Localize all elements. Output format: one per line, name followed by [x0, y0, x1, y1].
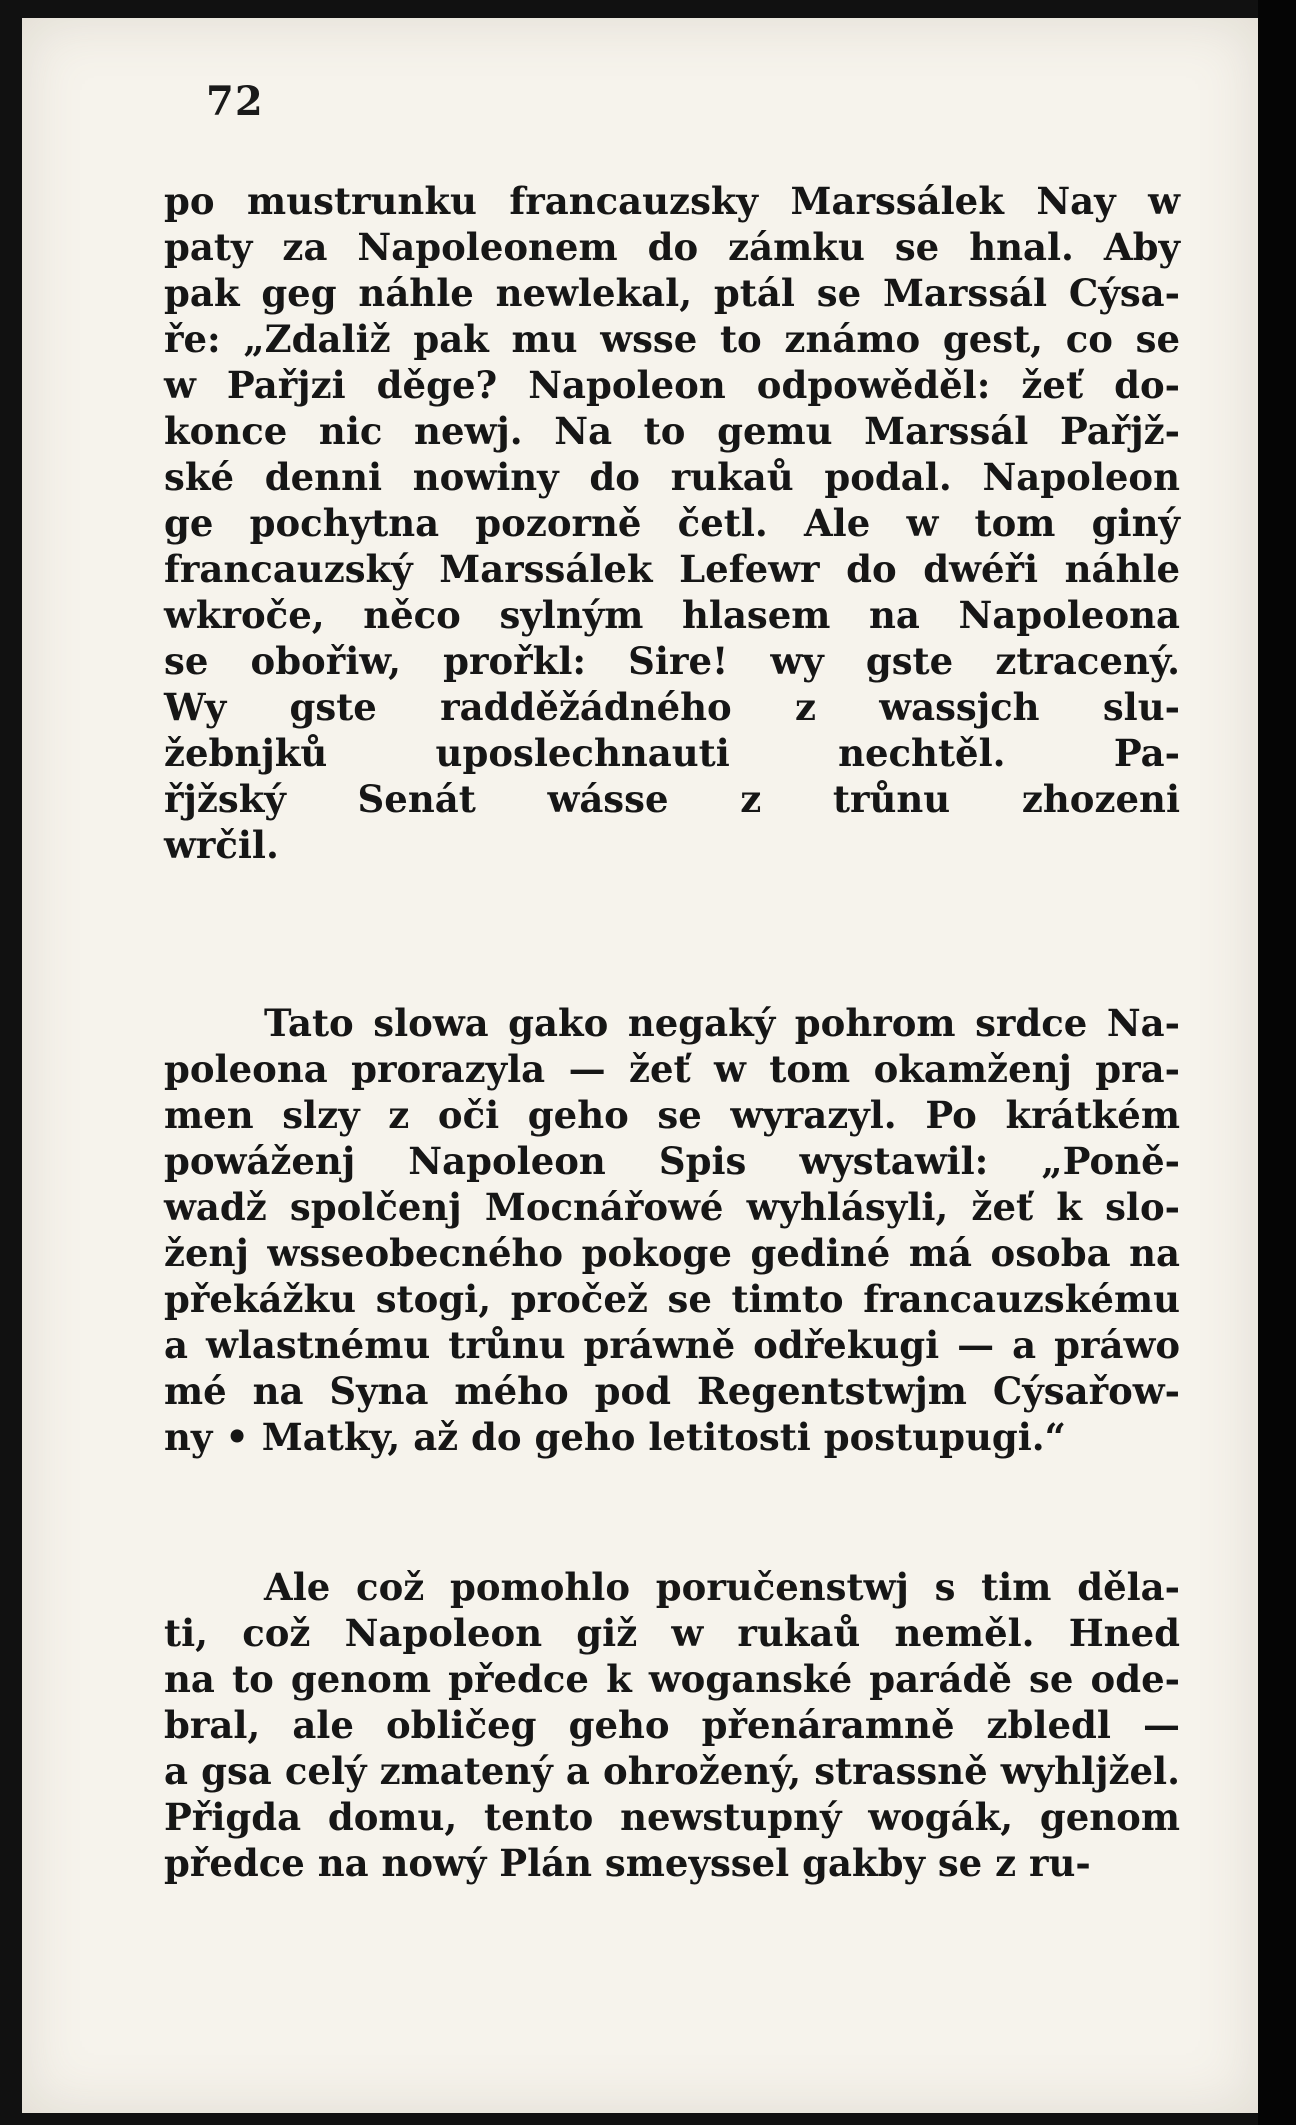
text-line: žebnjků uposlechnauti nechtěl. Pa- [164, 731, 1180, 775]
text-line: ny • Matky, až do geho letitosti postupugi.“ [164, 1415, 1066, 1459]
text-line: wadž spolčenj Mocnářowé wyhlásyli, žeť k slo- [164, 1185, 1180, 1229]
text-line: překážku stogi, pročež se timto francauzskému [164, 1277, 1180, 1321]
page-number: 72 [206, 78, 264, 125]
text-line: ženj wsseobecného pokoge gediné má osoba na [164, 1231, 1180, 1275]
text-line: wrčil. [164, 823, 279, 867]
paragraph-3 [164, 1564, 1180, 1886]
text-line: francauzský Marssálek Lefewr do dwéři náhle [164, 547, 1180, 591]
text-line: Ale což pomohlo poručenstwj s tim děla- [264, 1565, 1180, 1609]
text-line: bral, ale obličeg geho přenáramně zbledl — [164, 1703, 1180, 1747]
text-line: na to genom předce k woganské parádě se ode- [164, 1657, 1180, 1701]
text-line: a wlastnému trůnu práwně odřekugi — a práwo [164, 1323, 1180, 1367]
text-line: paty za Napoleonem do zámku se hnal. Aby [164, 225, 1180, 269]
text-line: w Pařjzi děge? Napoleon odpowěděl: žeť do- [164, 363, 1180, 407]
text-line: se obořiw, prořkl: Sire! wy gste ztracený. [164, 639, 1180, 683]
text-line: ge pochytna pozorně četl. Ale w tom giný [164, 501, 1180, 545]
text-line: Wy gste radděžádného z wassjch slu- [164, 685, 1180, 729]
scan-edge [1258, 0, 1296, 2125]
text-line: wkroče, něco sylným hlasem na Napoleona [164, 593, 1180, 637]
paragraph-1 [164, 178, 1180, 868]
text-line: předce na nowý Plán smeyssel gakby se z ru- [164, 1841, 1091, 1885]
text-line: ře: „Zdaliž pak mu wsse to známo gest, co se [164, 317, 1180, 361]
paragraph-2 [164, 1000, 1180, 1460]
text-line: powáženj Napoleon Spis wystawil: „Poně- [164, 1139, 1180, 1183]
text-line: poleona prorazyla — žeť w tom okamženj pra- [164, 1047, 1180, 1091]
text-line: ti, což Napoleon giž w rukaů neměl. Hned [164, 1611, 1180, 1655]
text-line: konce nic newj. Na to gemu Marssál Pařjž- [164, 409, 1180, 453]
text-line: řjžský Senát wásse z trůnu zhozeni [164, 777, 1180, 821]
text-line: Tato slowa gako negaký pohrom srdce Na- [264, 1001, 1180, 1045]
text-line: pak geg náhle newlekal, ptál se Marssál Cýsa- [164, 271, 1180, 315]
text-line: Přigda domu, tento newstupný wogák, genom [164, 1795, 1180, 1839]
text-line: ské denni nowiny do rukaů podal. Napoleon [164, 455, 1180, 499]
text-line: mé na Syna mého pod Regentstwjm Cýsařow- [164, 1369, 1180, 1413]
text-line: po mustrunku francauzsky Marssálek Nay w [164, 179, 1180, 223]
text-line: men slzy z oči geho se wyrazyl. Po krátkém [164, 1093, 1180, 1137]
text-line: a gsa celý zmatený a ohrožený, strassně wyhljžel. [164, 1749, 1180, 1793]
